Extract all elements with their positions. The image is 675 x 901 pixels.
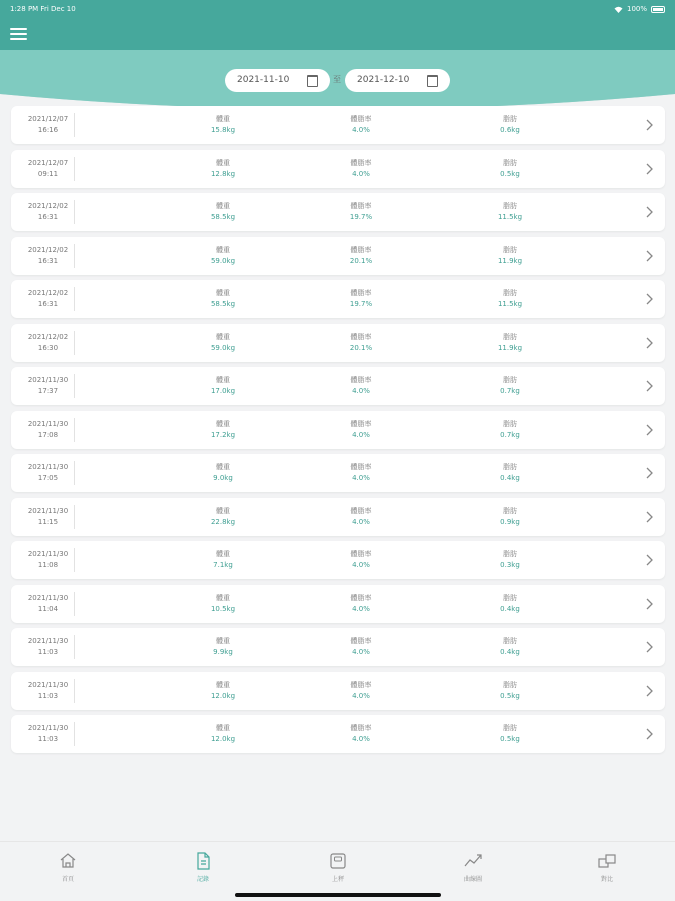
record-row[interactable] bbox=[11, 454, 665, 492]
record-time: 16:31 bbox=[37, 300, 59, 308]
row-divider bbox=[74, 592, 75, 616]
record-date: 2021/11/30 bbox=[27, 506, 69, 515]
fat-value: 0.5kg bbox=[500, 169, 520, 178]
bodyfat-cell bbox=[321, 723, 401, 745]
fat-label: 脂肪 bbox=[503, 637, 517, 645]
weight-value: 17.0kg bbox=[210, 387, 236, 395]
weight-cell bbox=[183, 680, 263, 702]
weight-label: 體重 bbox=[216, 680, 230, 689]
record-row[interactable] bbox=[11, 324, 665, 362]
record-time: 16:31 bbox=[37, 213, 59, 221]
record-row[interactable] bbox=[11, 193, 665, 231]
trend-icon bbox=[463, 851, 483, 871]
chevron-right-icon bbox=[643, 378, 656, 394]
record-date: 2021/11/30 bbox=[27, 463, 69, 471]
weight-value: 15.8kg bbox=[210, 126, 236, 134]
record-date: 2021/11/30 bbox=[27, 550, 69, 558]
weight-value: 59.0kg bbox=[210, 256, 236, 265]
record-row[interactable] bbox=[11, 541, 665, 579]
battery-percent: 100% bbox=[626, 5, 647, 13]
bodyfat-value: 4.0% bbox=[352, 561, 370, 569]
start-date-field[interactable] bbox=[225, 69, 330, 92]
fat-cell bbox=[470, 723, 550, 745]
weight-label: 體重 bbox=[216, 158, 230, 167]
record-row[interactable] bbox=[11, 237, 665, 275]
fat-value: 0.7kg bbox=[500, 430, 520, 439]
record-time: 16:31 bbox=[37, 256, 59, 265]
calendar-icon bbox=[307, 75, 318, 87]
weight-label: 體重 bbox=[216, 724, 230, 732]
weight-value: 17.2kg bbox=[210, 430, 236, 439]
fat-cell bbox=[470, 549, 550, 571]
fat-value: 0.4kg bbox=[500, 604, 520, 613]
weight-label: 體重 bbox=[216, 245, 230, 254]
record-datetime bbox=[22, 462, 74, 484]
bodyfat-cell bbox=[321, 506, 401, 528]
record-date: 2021/12/07 bbox=[27, 115, 69, 123]
record-time: 09:11 bbox=[37, 169, 59, 178]
weight-cell bbox=[183, 288, 263, 310]
row-divider bbox=[74, 505, 75, 529]
bodyfat-value: 4.0% bbox=[352, 169, 370, 178]
bodyfat-value: 20.1% bbox=[349, 256, 373, 265]
fat-label: 脂肪 bbox=[503, 115, 517, 123]
weight-label: 體重 bbox=[216, 506, 230, 515]
fat-cell bbox=[470, 201, 550, 223]
weight-label: 體重 bbox=[216, 550, 230, 558]
fat-cell bbox=[470, 506, 550, 528]
fat-cell bbox=[470, 419, 550, 441]
bodyfat-cell bbox=[321, 158, 401, 180]
fat-label: 脂肪 bbox=[503, 245, 517, 254]
weight-cell bbox=[183, 245, 263, 267]
row-divider bbox=[74, 200, 75, 224]
record-datetime bbox=[22, 723, 74, 745]
bodyfat-cell bbox=[321, 288, 401, 310]
bodyfat-label: 體脂率 bbox=[350, 724, 372, 732]
bodyfat-label: 體脂率 bbox=[350, 637, 372, 645]
bodyfat-value: 4.0% bbox=[352, 430, 370, 439]
bodyfat-label: 體脂率 bbox=[350, 593, 372, 602]
bodyfat-cell bbox=[321, 462, 401, 484]
bodyfat-value: 20.1% bbox=[349, 343, 373, 352]
weight-cell bbox=[183, 114, 263, 136]
fat-value: 0.4kg bbox=[500, 648, 520, 656]
fat-cell bbox=[470, 593, 550, 615]
record-time: 11:03 bbox=[37, 735, 59, 743]
record-row[interactable] bbox=[11, 585, 665, 623]
row-divider bbox=[74, 374, 75, 398]
record-time: 17:37 bbox=[37, 387, 59, 395]
chevron-right-icon bbox=[643, 335, 656, 351]
weight-label: 體重 bbox=[216, 376, 230, 384]
fat-cell bbox=[470, 462, 550, 484]
chevron-right-icon bbox=[643, 465, 656, 481]
record-row[interactable] bbox=[11, 367, 665, 405]
row-divider bbox=[74, 461, 75, 485]
bodyfat-value: 4.0% bbox=[352, 387, 370, 395]
menu-icon-line bbox=[10, 38, 27, 40]
tab-document[interactable] bbox=[163, 851, 243, 883]
record-list bbox=[11, 106, 665, 759]
record-time: 11:03 bbox=[37, 648, 59, 656]
chevron-right-icon bbox=[643, 639, 656, 655]
fat-value: 0.9kg bbox=[500, 517, 520, 526]
fat-value: 11.5kg bbox=[497, 213, 523, 221]
fat-cell bbox=[470, 245, 550, 267]
weight-label: 體重 bbox=[216, 202, 230, 210]
weight-label: 體重 bbox=[216, 289, 230, 297]
fat-value: 11.9kg bbox=[497, 256, 523, 265]
record-datetime bbox=[22, 332, 74, 354]
record-date: 2021/12/07 bbox=[27, 158, 69, 167]
menu-icon-line bbox=[10, 28, 27, 30]
record-datetime bbox=[22, 419, 74, 441]
fat-label: 脂肪 bbox=[503, 202, 517, 210]
record-date: 2021/12/02 bbox=[27, 332, 69, 341]
row-divider bbox=[74, 287, 75, 311]
chevron-right-icon bbox=[643, 204, 656, 220]
record-row[interactable] bbox=[11, 280, 665, 318]
status-bar bbox=[0, 2, 675, 16]
chevron-right-icon bbox=[643, 422, 656, 438]
chevron-right-icon bbox=[643, 726, 656, 742]
compare-icon bbox=[597, 851, 617, 871]
tab-home[interactable] bbox=[28, 851, 108, 883]
weight-value: 22.8kg bbox=[210, 517, 236, 526]
record-datetime bbox=[22, 593, 74, 615]
record-time: 11:04 bbox=[37, 604, 59, 613]
bodyfat-value: 4.0% bbox=[352, 126, 370, 134]
bodyfat-cell bbox=[321, 332, 401, 354]
app-header bbox=[0, 0, 675, 112]
tab-scale[interactable] bbox=[298, 851, 378, 883]
bodyfat-value: 4.0% bbox=[352, 691, 370, 700]
fat-value: 0.7kg bbox=[500, 387, 520, 395]
row-divider bbox=[74, 548, 75, 572]
scale-icon bbox=[328, 851, 348, 871]
row-divider bbox=[74, 157, 75, 181]
bodyfat-label: 體脂率 bbox=[350, 463, 372, 471]
bodyfat-label: 體脂率 bbox=[350, 376, 372, 384]
record-row[interactable] bbox=[11, 498, 665, 536]
date-separator: 至 bbox=[333, 75, 341, 84]
bodyfat-label: 體脂率 bbox=[350, 680, 372, 689]
record-date: 2021/11/30 bbox=[27, 376, 69, 384]
bodyfat-label: 體脂率 bbox=[350, 332, 372, 341]
row-divider bbox=[74, 635, 75, 659]
weight-cell bbox=[183, 158, 263, 180]
bodyfat-cell bbox=[321, 636, 401, 658]
record-row[interactable] bbox=[11, 150, 665, 188]
weight-cell bbox=[183, 593, 263, 615]
weight-value: 9.9kg bbox=[213, 648, 233, 656]
tab-label: 曲線圖 bbox=[463, 876, 482, 883]
fat-value: 0.4kg bbox=[500, 474, 520, 482]
record-datetime bbox=[22, 549, 74, 571]
weight-cell bbox=[183, 549, 263, 571]
row-divider bbox=[74, 679, 75, 703]
bodyfat-cell bbox=[321, 114, 401, 136]
row-divider bbox=[74, 722, 75, 746]
fat-cell bbox=[470, 288, 550, 310]
record-row[interactable] bbox=[11, 411, 665, 449]
weight-value: 58.5kg bbox=[210, 300, 236, 308]
bodyfat-value: 4.0% bbox=[352, 648, 370, 656]
bodyfat-cell bbox=[321, 419, 401, 441]
calendar-icon bbox=[427, 75, 438, 87]
battery-icon bbox=[651, 6, 665, 13]
record-date: 2021/11/30 bbox=[27, 724, 69, 732]
wifi-icon bbox=[614, 6, 623, 13]
bodyfat-value: 19.7% bbox=[349, 300, 373, 308]
fat-cell bbox=[470, 158, 550, 180]
tab-label: 記錄 bbox=[196, 876, 209, 883]
fat-label: 脂肪 bbox=[503, 419, 517, 428]
bodyfat-cell bbox=[321, 593, 401, 615]
record-time: 17:08 bbox=[37, 430, 59, 439]
weight-cell bbox=[183, 723, 263, 745]
record-row[interactable] bbox=[11, 715, 665, 753]
weight-cell bbox=[183, 332, 263, 354]
document-icon bbox=[193, 851, 213, 871]
row-divider bbox=[74, 418, 75, 442]
chevron-right-icon bbox=[643, 161, 656, 177]
weight-label: 體重 bbox=[216, 593, 230, 602]
record-datetime bbox=[22, 506, 74, 528]
bodyfat-value: 4.0% bbox=[352, 474, 370, 482]
record-date: 2021/11/30 bbox=[27, 680, 69, 689]
weight-value: 7.1kg bbox=[213, 561, 233, 569]
menu-button[interactable] bbox=[10, 28, 27, 41]
fat-value: 11.9kg bbox=[497, 343, 523, 352]
row-divider bbox=[74, 113, 75, 137]
fat-cell bbox=[470, 114, 550, 136]
weight-value: 58.5kg bbox=[210, 213, 236, 221]
bodyfat-cell bbox=[321, 375, 401, 397]
home-indicator bbox=[235, 893, 441, 897]
weight-value: 12.0kg bbox=[210, 691, 236, 700]
record-date: 2021/12/02 bbox=[27, 245, 69, 254]
bodyfat-value: 19.7% bbox=[349, 213, 373, 221]
record-row[interactable] bbox=[11, 672, 665, 710]
row-divider bbox=[74, 244, 75, 268]
fat-cell bbox=[470, 332, 550, 354]
weight-value: 12.0kg bbox=[210, 735, 236, 743]
weight-label: 體重 bbox=[216, 463, 230, 471]
record-datetime bbox=[22, 245, 74, 267]
record-row[interactable] bbox=[11, 106, 665, 144]
bodyfat-label: 體脂率 bbox=[350, 158, 372, 167]
fat-label: 脂肪 bbox=[503, 593, 517, 602]
chevron-right-icon bbox=[643, 596, 656, 612]
home-icon bbox=[58, 851, 78, 871]
tab-trend[interactable] bbox=[433, 851, 513, 883]
weight-label: 體重 bbox=[216, 115, 230, 123]
record-datetime bbox=[22, 375, 74, 397]
end-date-value: 2021-12-10 bbox=[357, 75, 410, 85]
record-row[interactable] bbox=[11, 628, 665, 666]
weight-cell bbox=[183, 419, 263, 441]
record-date: 2021/11/30 bbox=[27, 593, 69, 602]
fat-cell bbox=[470, 375, 550, 397]
fat-label: 脂肪 bbox=[503, 332, 517, 341]
fat-label: 脂肪 bbox=[503, 506, 517, 515]
weight-cell bbox=[183, 636, 263, 658]
record-datetime bbox=[22, 158, 74, 180]
weight-label: 體重 bbox=[216, 332, 230, 341]
fat-cell bbox=[470, 636, 550, 658]
status-time: 1:28 PM Fri Dec 10 bbox=[10, 5, 76, 13]
bodyfat-label: 體脂率 bbox=[350, 115, 372, 123]
bodyfat-cell bbox=[321, 201, 401, 223]
fat-label: 脂肪 bbox=[503, 550, 517, 558]
fat-value: 0.3kg bbox=[500, 561, 520, 569]
record-datetime bbox=[22, 636, 74, 658]
fat-label: 脂肪 bbox=[503, 289, 517, 297]
bodyfat-label: 體脂率 bbox=[350, 289, 372, 297]
menu-icon-line bbox=[10, 33, 27, 35]
chevron-right-icon bbox=[643, 509, 656, 525]
fat-cell bbox=[470, 680, 550, 702]
tab-label: 對比 bbox=[600, 876, 613, 883]
tab-label: 上秤 bbox=[331, 876, 344, 883]
start-date-value: 2021-11-10 bbox=[237, 75, 290, 85]
tab-compare[interactable] bbox=[567, 851, 647, 883]
record-time: 11:08 bbox=[37, 561, 59, 569]
tab-bar bbox=[0, 841, 675, 901]
fat-label: 脂肪 bbox=[503, 680, 517, 689]
weight-cell bbox=[183, 506, 263, 528]
record-time: 16:30 bbox=[37, 343, 59, 352]
record-date: 2021/11/30 bbox=[27, 419, 69, 428]
record-time: 16:16 bbox=[37, 126, 59, 134]
chevron-right-icon bbox=[643, 683, 656, 699]
fat-label: 脂肪 bbox=[503, 158, 517, 167]
weight-label: 體重 bbox=[216, 419, 230, 428]
fat-value: 11.5kg bbox=[497, 300, 523, 308]
weight-value: 12.8kg bbox=[210, 169, 236, 178]
fat-label: 脂肪 bbox=[503, 724, 517, 732]
end-date-field[interactable] bbox=[345, 69, 450, 92]
fat-label: 脂肪 bbox=[503, 376, 517, 384]
bodyfat-cell bbox=[321, 245, 401, 267]
weight-label: 體重 bbox=[216, 637, 230, 645]
bodyfat-cell bbox=[321, 549, 401, 571]
fat-value: 0.5kg bbox=[500, 691, 520, 700]
record-datetime bbox=[22, 114, 74, 136]
weight-cell bbox=[183, 462, 263, 484]
bodyfat-cell bbox=[321, 680, 401, 702]
bodyfat-value: 4.0% bbox=[352, 604, 370, 613]
bodyfat-value: 4.0% bbox=[352, 517, 370, 526]
row-divider bbox=[74, 331, 75, 355]
bodyfat-label: 體脂率 bbox=[350, 202, 372, 210]
chevron-right-icon bbox=[643, 291, 656, 307]
fat-value: 0.5kg bbox=[500, 735, 520, 743]
bodyfat-label: 體脂率 bbox=[350, 245, 372, 254]
tab-label: 首頁 bbox=[61, 876, 74, 883]
chevron-right-icon bbox=[643, 248, 656, 264]
fat-value: 0.6kg bbox=[500, 126, 520, 134]
record-date: 2021/12/02 bbox=[27, 202, 69, 210]
record-time: 11:15 bbox=[37, 517, 59, 526]
record-datetime bbox=[22, 288, 74, 310]
bodyfat-label: 體脂率 bbox=[350, 550, 372, 558]
bodyfat-value: 4.0% bbox=[352, 735, 370, 743]
bodyfat-label: 體脂率 bbox=[350, 506, 372, 515]
weight-value: 59.0kg bbox=[210, 343, 236, 352]
weight-cell bbox=[183, 201, 263, 223]
record-date: 2021/11/30 bbox=[27, 637, 69, 645]
record-datetime bbox=[22, 201, 74, 223]
bodyfat-label: 體脂率 bbox=[350, 419, 372, 428]
record-time: 11:03 bbox=[37, 691, 59, 700]
record-date: 2021/12/02 bbox=[27, 289, 69, 297]
chevron-right-icon bbox=[643, 552, 656, 568]
weight-value: 9.0kg bbox=[213, 474, 233, 482]
chevron-right-icon bbox=[643, 117, 656, 133]
record-datetime bbox=[22, 680, 74, 702]
status-right bbox=[614, 2, 665, 16]
weight-value: 10.5kg bbox=[210, 604, 236, 613]
record-time: 17:05 bbox=[37, 474, 59, 482]
weight-cell bbox=[183, 375, 263, 397]
fat-label: 脂肪 bbox=[503, 463, 517, 471]
